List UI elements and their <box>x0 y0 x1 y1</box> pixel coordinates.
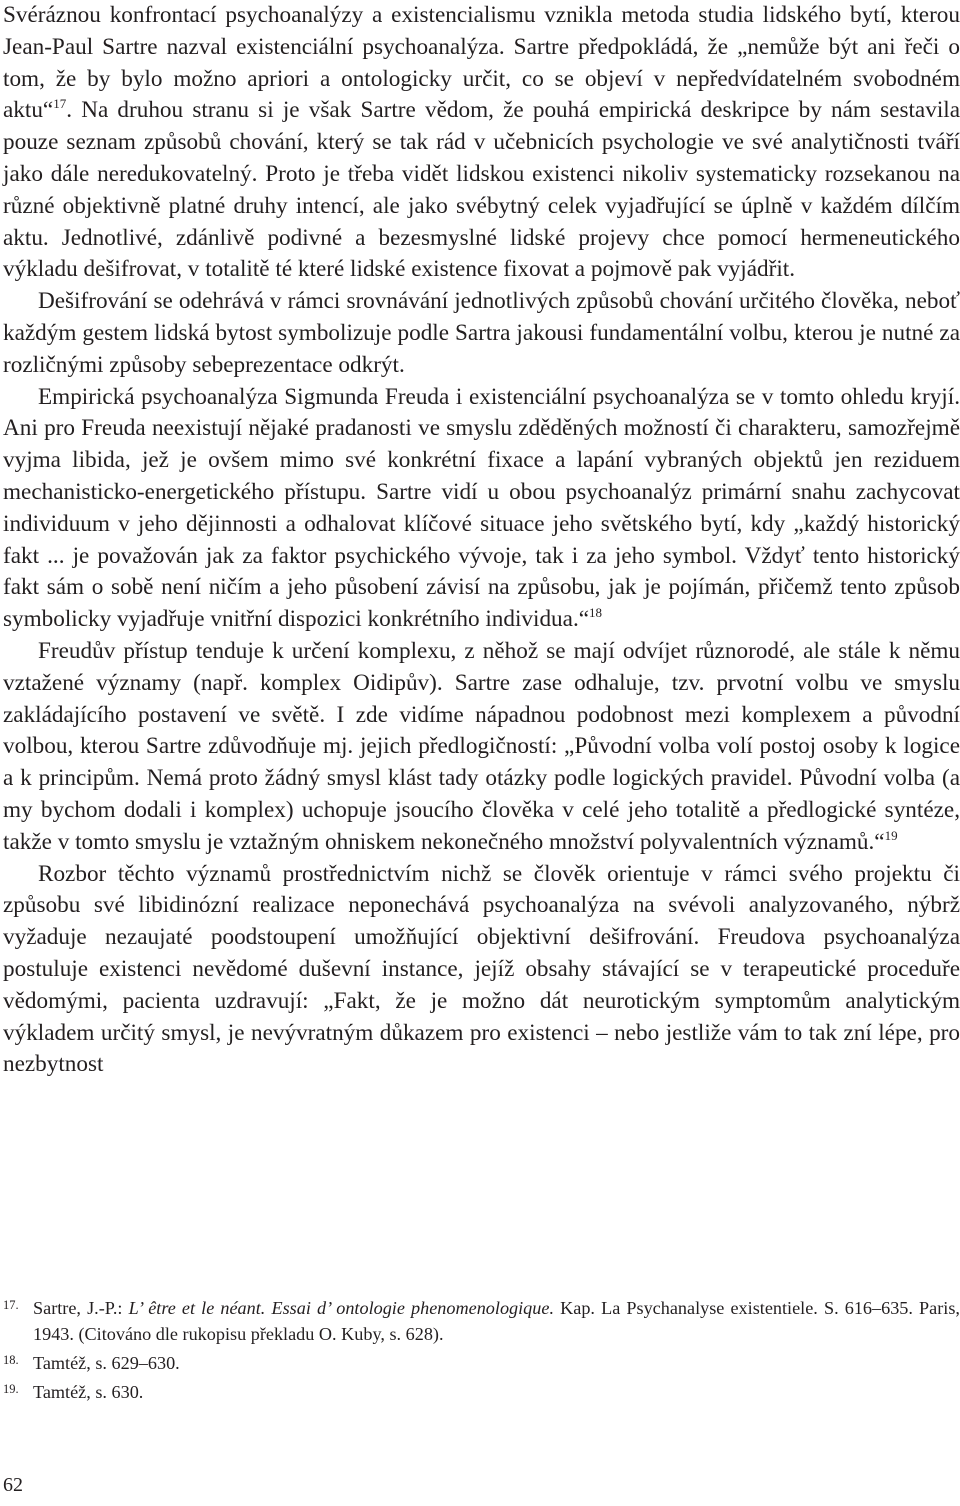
footnote-17 <box>3 1295 960 1347</box>
footnote-ref-18: 18 <box>589 605 603 621</box>
footnote-text: Tamtéž, s. 630. <box>33 1382 144 1402</box>
paragraph-1-text-a: Svéráznou konfrontací psychoanalýzy a existencialismu vznikla metoda studia lidského bytí, kterou Jean-Paul Sartre nazval existenciální psychoanalýza. Sartre předpokládá, že „nemůže být ani řeči o tom, že by bylo možno apriori a ontologicky určit, co se objeví v nepředvídatelném svobodném aktu“ <box>3 2 960 124</box>
footnote-number: 17. <box>3 1298 19 1312</box>
paragraph-3-text: Empirická psychoanalýza Sigmunda Freuda i existenciální psychoanalýza se v tomto ohledu kryjí. Ani pro Freuda neexistují nějaké pradanosti ve smyslu zděděných možností či charakteru, samozřejmě vyjma libida, jež je ovšem mimo své konkrétní fixace a lapání vybraných objektů jen reziduem mechanisticko-energetického přístupu. Sartre vidí u obou psychoanalýz primární snahu zachycovat individuum v jeho dějinnosti a odhalovat klíčové situace jeho světského bytí, kdy „každý historický fakt ... je považován jak za faktor psychického vývoje, tak i za jeho symbol. Vždyť tento historický fakt sám o sobě není ničím a jeho působení závisí na způsobu, jak je pojímán, přičemž tento způsob symbolicky vyjadřuje vnitřní dispozici konkrétního individua.“ <box>3 383 960 633</box>
paragraph-1-text-b: . Na druhou stranu si je však Sartre vědom, že pouhá empirická deskripce by nám sestavila pouze seznam způsobů chování, který se tak rád v učebnicích psychologie ve své analytičnosti tváří jako dále neredukovatelný. Proto je třeba vidět lidskou existenci nikoliv systematicky rozsekanou na různé objektivně platné druhy intencí, ale jako svébytný celek vyjadřující se úplně v každém dílčím aktu. Jednotlivé, zdánlivě podivné a bezesmyslné lidské projevy chce pomocí hermeneutického výkladu dešifrovat, v totalitě té které lidské existence fixovat a pojmově pak vyjádřit. <box>3 97 960 283</box>
footnote-text: Tamtéž, s. 629–630. <box>33 1353 180 1373</box>
main-text <box>3 0 960 1081</box>
footnote-book-title: L’ être et le néant. Essai d’ ontologie phenomenologique. <box>128 1298 554 1318</box>
footnote-18 <box>3 1350 960 1376</box>
footnote-ref-19: 19 <box>884 827 898 843</box>
footnote-ref-17: 17 <box>53 96 67 112</box>
paragraph-3 <box>3 382 960 636</box>
footnote-text: Kap. La Psychanalyse existentiele. S. 616–635. Paris, 1943. (Citováno dle rukopisu překladu O. Kuby, s. 628). <box>33 1298 960 1344</box>
footnote-text: Sartre, J.-P.: <box>33 1298 129 1318</box>
paragraph-2: Dešifrování se odehrává v rámci srovnávání jednotlivých způsobů chování určitého člověka, neboť každým gestem lidská bytost symbolizuje podle Sartra jakousi fundamentální volbu, kterou je nutné za rozličnými způsoby sebeprezentace odkrýt. <box>3 288 960 378</box>
footnote-number: 18. <box>3 1353 19 1367</box>
page-number: 62 <box>3 1474 23 1496</box>
page <box>3 0 960 1081</box>
paragraph-4-text: Freudův přístup tenduje k určení komplexu, z něhož se mají odvíjet různorodé, ale stále k němu vztažené významy (např. komplex Oidipův). Sartre zase odhaluje, tzv. prvotní volbu ve smyslu zakládajícího postavení ve světě. I zde vidíme nápadnou podobnost mezi komplexem a původní volbou, kterou Sartre zdůvodňuje mj. jejich předlogičností: „Původní volba volí postoj osoby k logice a k principům. Nemá proto žádný smysl klást tady otázky podle logických pravidel. Původní volba (a my bychom dodali i komplex) uchopuje jsoucího člověka v celé jeho totalitě a předlogické syntéze, takže v tomto smyslu je vztažným ohniskem nekonečného množství polyvalentních významů.“ <box>3 637 960 855</box>
paragraph-4 <box>3 636 960 859</box>
paragraph-5: Rozbor těchto významů prostřednictvím nichž se člověk orientuje v rámci svého projektu či způsobu své libidinózní realizace neponechává psychoanalýza na svévoli analyzovaného, nýbrž vyžaduje nezaujaté poodstoupení umožňující objektivní dešifrování. Freudova psychoanalýza postuluje existenci nevědomé duševní instance, jejíž obsahy stávající se v terapeutické proceduře vědomými, pacienta uzdravují: „Fakt, že je možno dát neurotickým symptomům analytickým výkladem určitý smysl, je nevývratným důkazem pro existenci – nebo jestliže vám to tak zní lépe, pro nezbytnost <box>3 860 960 1078</box>
footnotes <box>3 1295 960 1408</box>
paragraph-1 <box>3 0 960 286</box>
footnote-number: 19. <box>3 1382 19 1396</box>
footnote-19 <box>3 1379 960 1405</box>
